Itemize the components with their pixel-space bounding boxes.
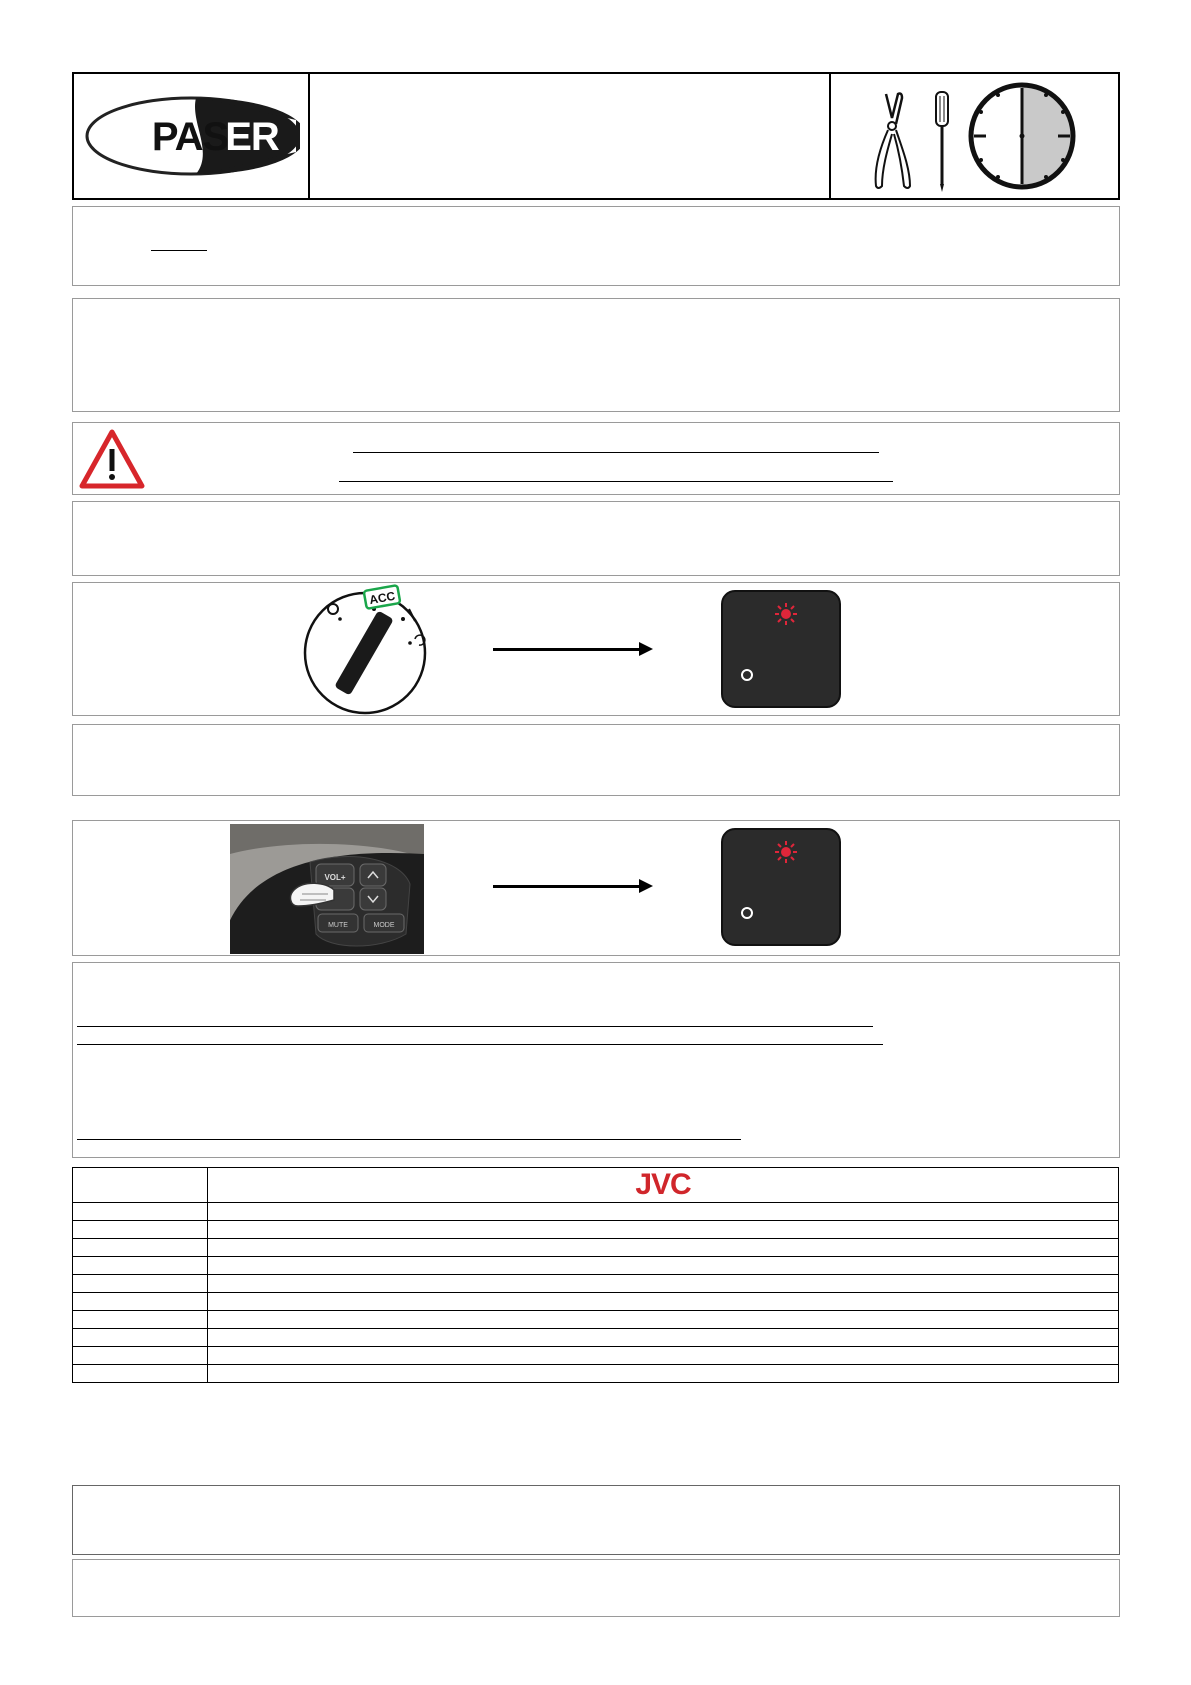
table-row [73,1239,1119,1257]
table-row [73,1365,1119,1383]
led-red-icon [773,601,799,627]
footer-box-2 [72,1559,1120,1617]
ignition-switch-icon [303,581,433,715]
notes-box [72,962,1120,1158]
warning-triangle-icon [79,429,145,489]
description-box [72,298,1120,412]
step-steering-arrow-head [639,879,653,893]
header-divider-left [308,72,310,200]
notes-underline-2 [77,1044,883,1045]
step-steering-arrow-shaft [493,885,641,888]
step-ignition-box [72,582,1120,716]
instruction-box-1 [72,501,1120,576]
acc-label: ACC [368,588,397,608]
header-divider-right [829,72,831,200]
svg-text:ER: ER [225,115,279,159]
table-header-cell-brand [208,1168,1119,1203]
table-row [73,1257,1119,1275]
table-header-row [73,1168,1119,1203]
status-led-ring [741,669,753,681]
status-led-ring [741,907,753,919]
table-row [73,1275,1119,1293]
table-row [73,1329,1119,1347]
step-ignition-arrow-shaft [493,648,641,651]
intro-underline [151,250,207,251]
svg-text:PAS: PAS [151,115,229,159]
steering-wheel-controls-photo [230,824,424,954]
table-row [73,1293,1119,1311]
pliers-icon [866,88,918,192]
table-row [73,1347,1119,1365]
clock-icon [966,80,1078,192]
jvc-logo: JVC [635,1168,691,1201]
screwdriver-icon [930,90,954,194]
warning-box [72,422,1120,495]
instruction-box-2 [72,724,1120,796]
step-steering-box [72,820,1120,956]
svg-text:MODE: MODE [373,922,395,929]
notes-underline-1 [77,1026,873,1027]
table-row [73,1311,1119,1329]
paser-logo [82,92,300,180]
notes-underline-3 [77,1139,741,1140]
warning-underline-2 [339,481,893,482]
interface-module-icon [721,590,841,708]
brand-table [72,1167,1119,1383]
interface-module-icon [721,828,841,946]
warning-underline-1 [353,452,879,453]
table-row [73,1221,1119,1239]
svg-text:VOL+: VOL+ [324,873,346,882]
intro-box [72,206,1120,286]
footer-box-1 [72,1485,1120,1555]
step-ignition-arrow-head [639,642,653,656]
svg-text:MUTE: MUTE [328,922,348,929]
table-row [73,1203,1119,1221]
document-title [318,110,818,150]
table-header-cell-empty [73,1168,208,1203]
led-red-icon [773,839,799,865]
